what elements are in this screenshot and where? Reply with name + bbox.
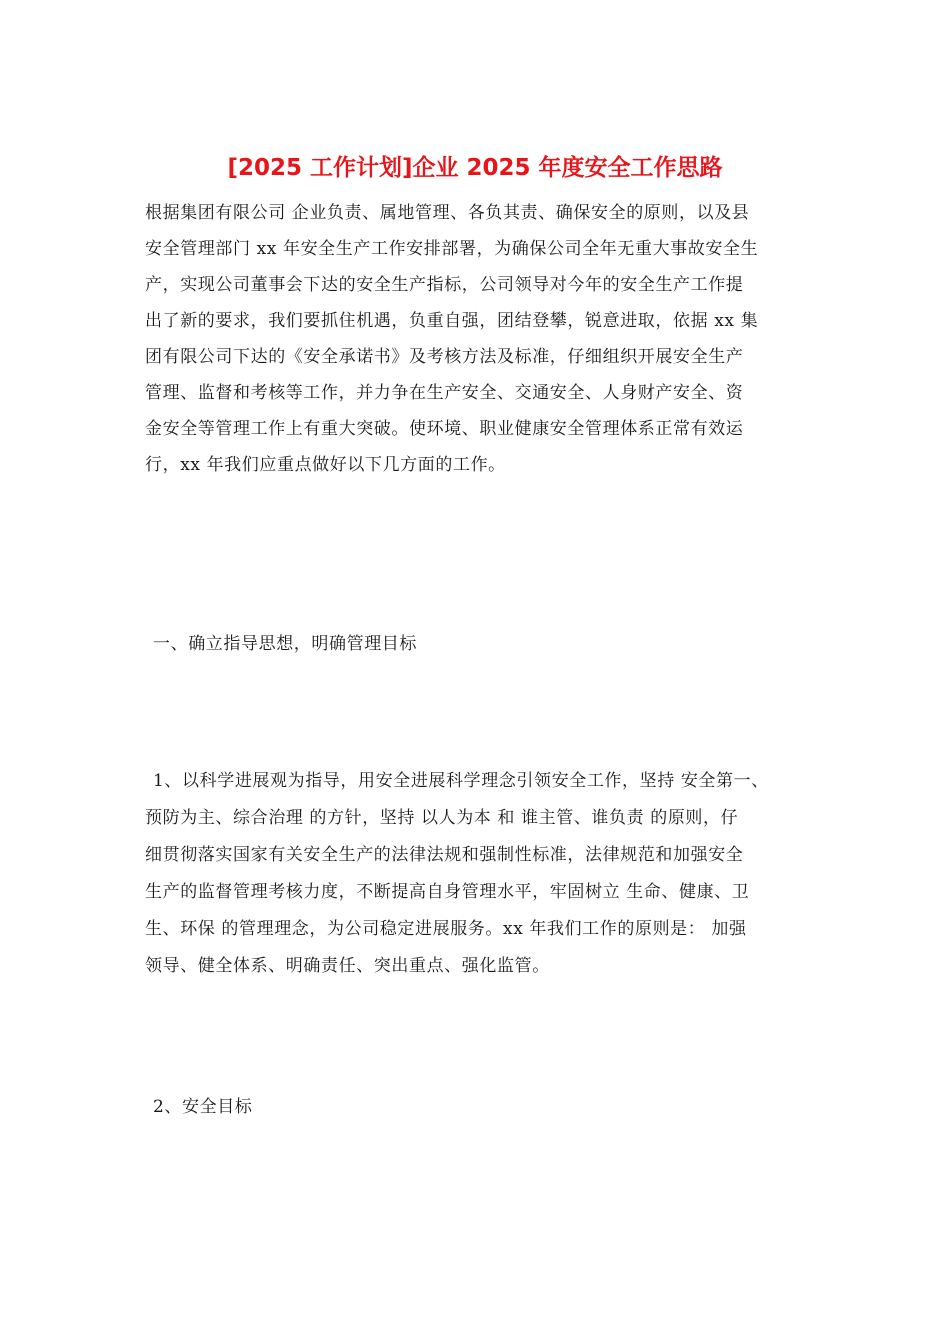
- section-heading-1: 一、确立指导思想，明确管理目标: [153, 634, 417, 654]
- intro-line: 管理、监督和考核等工作，并力争在生产安全、交通安全、人身财产安全、资: [145, 383, 744, 403]
- item-1-line: 预防为主、综合治理 的方针，坚持 以人为本 和 谁主管、谁负责 的原则，仔: [145, 808, 739, 828]
- intro-line: 安全管理部门 xx 年安全生产工作安排部署，为确保公司全年无重大事故安全生: [145, 239, 759, 259]
- intro-line: 行，xx 年我们应重点做好以下几方面的工作。: [145, 455, 506, 475]
- intro-line: 根据集团有限公司 企业负责、属地管理、各负其责、确保安全的原则，以及县: [145, 203, 750, 223]
- item-1-line: 领导、健全体系、明确责任、突出重点、强化监管。: [145, 956, 550, 976]
- item-1-line: 1、以科学进展观为指导，用安全进展科学理念引领安全工作，坚持 安全第一、: [153, 771, 769, 791]
- document-title: [2025 工作计划]企业 2025 年度安全工作思路: [227, 155, 723, 181]
- intro-line: 团有限公司下达的《安全承诺书》及考核方法及标准，仔细组织开展安全生产: [145, 347, 744, 367]
- item-1-line: 细贯彻落实国家有关安全生产的法律法规和强制性标准，法律规范和加强安全: [145, 845, 744, 865]
- intro-line: 出了新的要求，我们要抓住机遇，负重自强，团结登攀，锐意进取，依据 xx 集: [145, 311, 759, 331]
- intro-line: 金安全等管理工作上有重大突破。使环境、职业健康安全管理体系正常有效运: [145, 419, 744, 439]
- intro-line: 产，实现公司董事会下达的安全生产指标，公司领导对今年的安全生产工作提: [145, 275, 744, 295]
- item-2-heading: 2、安全目标: [153, 1097, 253, 1117]
- item-1-line: 生、环保 的管理理念，为公司稳定进展服务。xx 年我们工作的原则是： 加强: [145, 919, 747, 939]
- item-1-line: 生产的监督管理考核力度，不断提高自身管理水平，牢固树立 生命、健康、卫: [145, 882, 750, 902]
